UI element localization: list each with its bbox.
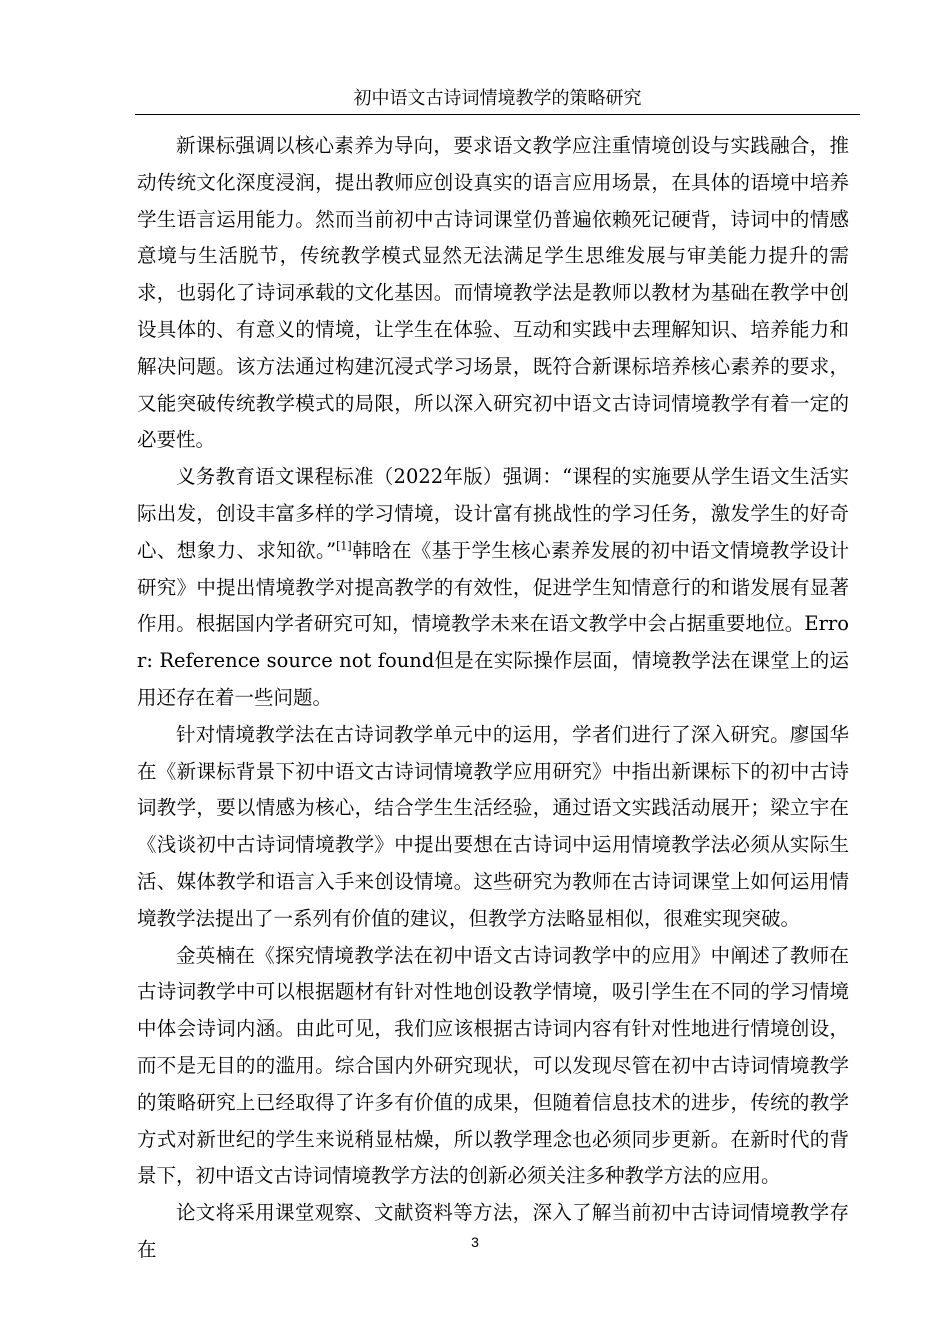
header-title: 初中语文古诗词情境教学的策略研究 [353,88,642,109]
paragraph-3: 针对情境教学法在古诗词教学单元中的运用，学者们进行了深入研究。廖国华在《新课标背景下初中语文古诗词情境教学应用研究》中指出新课标下的初中古诗词教学，要以情感为核心，结合学生生活经验，通过语文实践活动展开；梁立宇在《浅谈初中古诗词情境教学》中提出要想在古诗词中运用情境教学法必须从实际生活、媒体教学和语言入手来创设情境。这些研究为教师在古诗词课堂上如何运用情境教学法提出了一系列有价值的建议，但教学方法略显相似，很难实现突破。 [137,722,849,930]
page-number: 3 [471,1234,479,1250]
running-header [135,84,860,115]
paragraph-1: 新课标强调以核心素养为导向，要求语文教学应注重情境创设与实践融合，推动传统文化深度浸润，提出教师应创设真实的语言应用场景，在具体的语境中培养学生语言运用能力。然而当前初中古诗词课堂仍普遍依赖死记硬背，诗词中的情感意境与生活脱节，传统教学模式显然无法满足学生思维发展与审美能力提升的需求，也弱化了诗词承载的文化基因。而情境教学法是教师以教材为基础在教学中创设具体的、有意义的情境，让学生在体验、互动和实践中去理解知识、培养能力和解决问题。该方法通过构建沉浸式学习场景，既符合新课标培养核心素养的要求，又能突破传统教学模式的局限，所以深入研究初中语文古诗词情境教学有着一定的必要性。 [137,134,849,452]
paragraph-5: 论文将采用课堂观察、文献资料等方法，深入了解当前初中古诗词情境教学存在 [137,1201,849,1261]
paragraph-2-text-before: 义务教育语文课程标准（2022年版）强调：“课程的实施要从学生语文生活实际出发，创设丰富多样的学习情境，设计富有挑战性的学习任务，激发学生的好奇心、想象力、求知欲。” [137,465,849,562]
paragraph-2 [137,459,849,717]
page-footer [0,1232,950,1252]
paragraph-2-text-after: 韩晗在《基于学生核心素养发展的初中语文情境教学设计研究》中提出情境教学对提高教学的有效性，促进学生知情意行的和谐发展有显著作用。根据国内学者研究可知，情境教学未来在语文教学中会占据重要地位。Error: Reference source not found但是在实际操作层面，情境教学法在课堂上的运用还存在着一些问题。 [137,538,849,709]
body-text [137,128,849,1269]
citation-ref[interactable]: [1] [336,539,352,553]
paragraph-4: 金英楠在《探究情境教学法在初中语文古诗词教学中的应用》中阐述了教师在古诗词教学中可以根据题材有针对性地创设教学情境，吸引学生在不同的学习情境中体会诗词内涵。由此可见，我们应该根据古诗词内容有针对性地进行情境创设，而不是无目的的滥用。综合国内外研究现状，可以发现尽管在初中古诗词情境教学的策略研究上已经取得了许多有价值的成果，但随着信息技术的进步，传统的教学方式对新世纪的学生来说稍显枯燥，所以教学理念也必须同步更新。在新时代的背景下，初中语文古诗词情境教学方法的创新必须关注多种教学方法的应用。 [137,943,849,1188]
